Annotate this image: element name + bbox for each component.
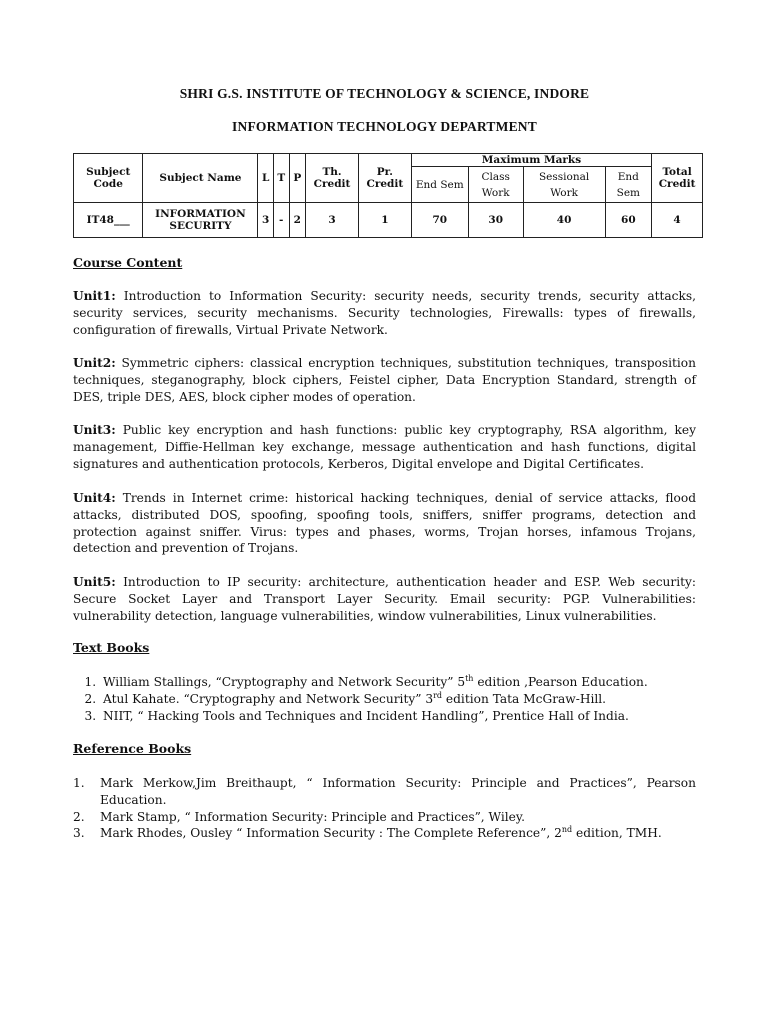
unit-paragraph-4 — [73, 490, 696, 557]
table-row — [74, 203, 703, 238]
cell-class-work: 30 — [468, 203, 523, 238]
list-item: 2. Atul Kahate. “Cryptography and Network Security” 3rd edition Tata McGraw-Hill. — [100, 691, 696, 708]
unit-label: Unit3: — [73, 423, 116, 437]
cell-t: - — [273, 203, 289, 238]
header-p: P — [289, 154, 306, 203]
institute-title: SHRI G.S. INSTITUTE OF TECHNOLOGY & SCIENCE, INDORE — [179, 86, 590, 101]
header-th-credit: Th. Credit — [306, 154, 359, 203]
text-books-heading: Text Books — [73, 640, 150, 655]
list-item: 3. NIIT, “ Hacking Tools and Techniques and Incident Handling”, Prentice Hall of India. — [100, 708, 696, 725]
header-maximum-marks: Maximum Marks — [411, 154, 651, 167]
unit-text: Trends in Internet crime: historical hacking techniques, denial of service attacks, flood attacks, distributed DOS, spoofing, spoofing tools, sniffers, sniffer programs, detection and protection against sniffer. Virus: types and phases, worms, Trojan horses, infamous Trojans, detection and prevention of Trojans. — [73, 491, 696, 556]
reference-books-heading: Reference Books — [73, 741, 192, 756]
cell-th-credit: 3 — [306, 203, 359, 238]
unit-text: Public key encryption and hash functions: public key cryptography, RSA algorithm, key management, Diffie-Hellman key exchange, message authentication and hash functions, digital signatures and authentication protocols, Kerberos, Digital envelope and Digital Certificates. — [73, 423, 696, 471]
unit-label: Unit2: — [73, 356, 116, 370]
header-subject-name: Subject Name — [143, 154, 258, 203]
cell-total-credit: 4 — [652, 203, 703, 238]
header-total-credit: Total Credit — [652, 154, 703, 203]
unit-text: Introduction to Information Security: security needs, security trends, security attacks, security services, security mechanisms. Security technologies, Firewalls: types of firewalls, configuration of firewalls, Virtual Private Network. — [73, 289, 696, 337]
unit-label: Unit5: — [73, 575, 116, 589]
list-item: 1. Mark Merkow,Jim Breithaupt, “ Information Security: Principle and Practices”, Pearson Education. — [73, 776, 696, 807]
marks-table — [73, 153, 703, 238]
unit-paragraph-3 — [73, 422, 696, 472]
reference-books-list — [73, 775, 696, 842]
unit-text: Symmetric ciphers: classical encryption techniques, substitution techniques, transposition techniques, steganography, block ciphers, Feistel cipher, Data Encryption Standard, strength of DES, triple DES, AES, block cipher modes of operation. — [73, 356, 696, 404]
cell-subject-code: IT48___ — [74, 203, 143, 238]
list-item: 2. Mark Stamp, “ Information Security: Principle and Practices”, Wiley. — [73, 809, 526, 824]
unit-text: Introduction to IP security: architecture, authentication header and ESP. Web security: Secure Socket Layer and Transport Layer Security. Email security: PGP. Vulnerabilities: vulnerability detection, language vulnerabilities, window vulnerabilities, Linux vulnerabilities. — [73, 575, 696, 623]
unit-label: Unit4: — [73, 491, 116, 505]
unit-paragraph-2 — [73, 355, 696, 405]
cell-l: 3 — [258, 203, 274, 238]
cell-pr-credit: 1 — [358, 203, 411, 238]
text-books-list — [73, 674, 696, 724]
header-class-work: Class Work — [468, 167, 523, 203]
header-end-sem-2: End Sem — [605, 167, 652, 203]
header-end-sem: End Sem — [411, 167, 468, 203]
header-t: T — [273, 154, 289, 203]
cell-end-sem-2: 60 — [605, 203, 652, 238]
cell-end-sem: 70 — [411, 203, 468, 238]
header-l: L — [258, 154, 274, 203]
cell-subject-name: INFORMATION SECURITY — [143, 203, 258, 238]
list-item: 3. Mark Rhodes, Ousley “ Information Security : The Complete Reference”, 2nd edition, TMH. — [73, 825, 662, 841]
unit-label: Unit1: — [73, 289, 116, 303]
course-content-heading: Course Content — [73, 255, 183, 270]
list-item: 1. William Stallings, “Cryptography and Network Security” 5th edition ,Pearson Education. — [100, 674, 696, 691]
header-subject-code: Subject Code — [74, 154, 143, 203]
unit-paragraph-5 — [73, 574, 696, 624]
header-pr-credit: Pr. Credit — [358, 154, 411, 203]
unit-paragraph-1 — [73, 288, 696, 338]
cell-p: 2 — [289, 203, 306, 238]
department-title: INFORMATION TECHNOLOGY DEPARTMENT — [232, 119, 537, 134]
cell-sessional-work: 40 — [523, 203, 605, 238]
header-sessional-work: Sessional Work — [523, 167, 605, 203]
